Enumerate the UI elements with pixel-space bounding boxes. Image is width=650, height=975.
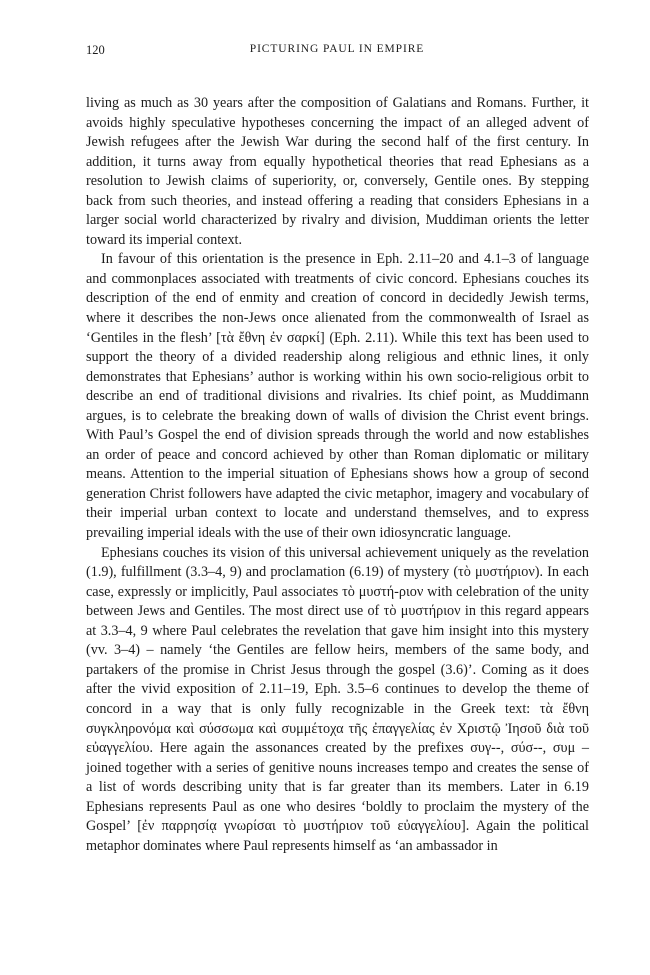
page-number: 120 [86, 43, 105, 57]
running-header [86, 43, 588, 61]
paragraph-civic-concord: In favour of this orientation is the presence in Eph. 2.11–20 and 4.1–3 of language and commonplaces associated with treatments of civic concord. Ephesians couches its description of the end of enmity and creation of concord in decidedly Jewish terms, where it describes the non-Jews once alienated from the commonwealth of Israel as ‘Gentiles in the flesh’ [τὰ ἔθνη ἐν σαρκί] (Eph. 2.11). While this text has been used to support the theory of a divided readership along religious and ethnic lines, it only demonstrates that Ephesians’ author is working within his own socio-religious orbit to describe an end of traditional divisions and rivalries. Its chief point, as Muddimann argues, is to celebrate the breaking down of walls of division the Christ event brings. With Paul’s Gospel the end of division spreads through the world and now establishes an order of peace and concord achieved by other than Roman diplomatic or military means. Attention to the imperial situation of Ephesians shows how a group of second generation Christ followers have adapted the civic metaphor, imagery and vocabulary of their imperial urban context to locate and understand themselves, and to express prevailing imperial ideals with the use of their own idiosyncratic language. [86, 251, 589, 542]
paragraph-mystery: Ephesians couches its vision of this universal achievement uniquely as the revelation (1.9), fulfillment (3.3–4, 9) and proclamation (6.19) of mystery (τὸ μυστήριον). In each case, expressly or implicitly, Paul associates τὸ μυστή-ριον with celebration of the unity between Jews and Gentiles. The most direct use of τὸ μυστήριον in this regard appears at 3.3–4, 9 where Paul celebrates the revelation that gave him insight into this mystery (vv. 3–4) – namely ‘the Gentiles are fellow heirs, members of the same body, and partakers of the promise in Christ Jesus through the gospel (3.6)’. Coming as it does after the vivid exposition of 2.11–19, Eph. 3.5–6 continues to develop the theme of concord in a way that is only fully recognizable in the Greek text: τὰ ἔθνη συγκληρονόμα καὶ σύσσωμα καὶ συμμέτοχα τῆς ἐπαγγελίας ἐν Χριστῷ Ἰησοῦ διὰ τοῦ εὐαγγελίου. Here again the assonances created by the prefixes συγ--, σύσ--, συμ – joined together with a series of genitive nouns increases tempo and creates the sense of a list of words describing unity that is far greater than its members. Later in 6.19 Ephesians represents Paul as one who desires ‘boldly to proclaim the mystery of the Gospel’ [ἐν παρρησίᾳ γνωρίσαι τὸ μυστήριον τοῦ εὐαγγελίου]. Again the political metaphor dominates where Paul represents himself as ‘an ambassador in [86, 544, 589, 854]
paragraph-continued: living as much as 30 years after the composition of Galatians and Romans. Further, it avoids highly speculative hypotheses concerning the impact of an alleged advent of Jewish refugees after the Jewish War during the second half of the first century. In addition, it turns away from equally hypothetical theories that read Ephesians as a resolution to Jewish claims of superiority, or, conversely, Gentile ones. By stepping back from such theories, and instead offering a reading that considers Ephesians in a larger social world characterized by rivalry and division, Muddiman orients the letter toward its imperial context. [86, 95, 589, 248]
body-text [86, 94, 589, 856]
running-title: PICTURING PAUL IN EMPIRE [249, 43, 425, 55]
